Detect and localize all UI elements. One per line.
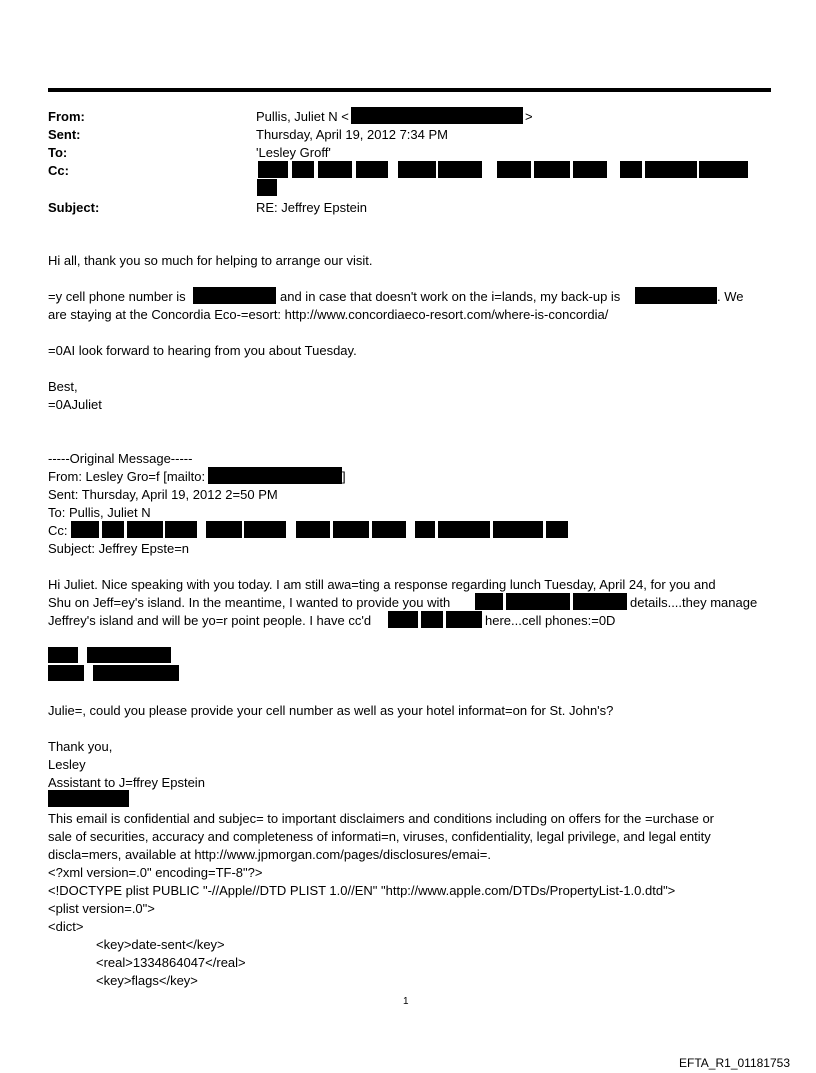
page-number: 1 [403, 996, 409, 1007]
signature-name: Lesley [48, 757, 86, 772]
redaction [475, 593, 503, 610]
original-sent: Sent: Thursday, April 19, 2012 2=50 PM [48, 487, 278, 502]
body-line: Hi Juliet. Nice speaking with you today. I am still awa=ting a response regarding lunch Tuesday, April 24, for you and [48, 577, 716, 592]
xml-line: <?xml version=.0" encoding=TF-8"?> [48, 865, 263, 880]
redaction [506, 593, 570, 610]
redaction [127, 521, 163, 538]
redaction [193, 287, 276, 304]
body-line: Julie=, could you please provide your cell number as well as your hotel informat=on for St. John's? [48, 703, 614, 718]
redaction [102, 521, 124, 538]
original-subject: Subject: Jeffrey Epste=n [48, 541, 190, 556]
body-line: Hi all, thank you so much for helping to arrange our visit. [48, 253, 373, 268]
redaction [48, 665, 84, 681]
body-line: . We [717, 289, 744, 304]
body-line: and in case that doesn't work on the i=lands, my back-up is [280, 289, 621, 304]
sent-label: Sent: [48, 127, 81, 142]
subject-value: RE: Jeffrey Epstein [256, 200, 368, 215]
redaction [318, 161, 352, 178]
redaction [388, 611, 418, 628]
redaction [208, 467, 342, 484]
redaction [333, 521, 369, 538]
from-label: From: [48, 109, 85, 124]
from-close: > [525, 109, 533, 124]
redaction [446, 611, 482, 628]
redaction [534, 161, 570, 178]
body-line: =0AI look forward to hearing from you about Tuesday. [48, 343, 357, 358]
redaction [546, 521, 568, 538]
redaction [573, 593, 627, 610]
redaction [372, 521, 406, 538]
redaction [438, 521, 490, 538]
document-id: EFTA_R1_01181753 [679, 1056, 790, 1070]
redaction [165, 521, 197, 538]
redaction [206, 521, 242, 538]
redaction [493, 521, 543, 538]
redaction [87, 647, 171, 663]
redaction [635, 287, 717, 304]
redaction [497, 161, 531, 178]
body-line: Jeffrey's island and will be yo=r point people. I have cc'd [48, 613, 372, 628]
redaction [620, 161, 642, 178]
redaction [699, 161, 748, 178]
redaction [93, 665, 179, 681]
redaction [292, 161, 314, 178]
disclaimer-line: discla=mers, available at http://www.jpmorgan.com/pages/disclosures/emai=. [48, 847, 491, 862]
xml-line: <key>flags</key> [96, 973, 198, 988]
body-line: =0AJuliet [48, 397, 102, 412]
redaction [258, 161, 288, 178]
redaction [48, 647, 78, 663]
redaction [356, 161, 388, 178]
signature-role: Assistant to J=ffrey Epstein [48, 775, 205, 790]
xml-line: <dict> [48, 919, 84, 934]
redaction [296, 521, 330, 538]
original-cc: Cc: [48, 523, 68, 538]
header-rule [48, 88, 771, 92]
to-label: To: [48, 145, 68, 160]
body-line: here...cell phones:=0D [485, 613, 616, 628]
xml-line: <!DOCTYPE plist PUBLIC "-//Apple//DTD PLIST 1.0//EN" "http://www.apple.com/DTDs/PropertyList-1.0.dtd"> [48, 883, 676, 898]
cc-label: Cc: [48, 163, 69, 178]
redaction [398, 161, 436, 178]
redaction [48, 790, 129, 807]
redaction [438, 161, 482, 178]
original-from-close: ] [342, 469, 346, 484]
redaction [71, 521, 99, 538]
body-line: are staying at the Concordia Eco-=esort: http://www.concordiaeco-resort.com/where-is-concordia/ [48, 307, 609, 322]
original-to: To: Pullis, Juliet N [48, 505, 151, 520]
body-line: Shu on Jeff=ey's island. In the meantime, I wanted to provide you with [48, 595, 451, 610]
xml-line: <key>date-sent</key> [96, 937, 225, 952]
subject-label: Subject: [48, 200, 100, 215]
redaction [421, 611, 443, 628]
disclaimer-line: This email is confidential and subjec= to important disclaimers and conditions including on offers for the =urchase or [48, 811, 715, 826]
xml-line: <real>1334864047</real> [96, 955, 246, 970]
xml-line: <plist version=.0"> [48, 901, 155, 916]
redaction [415, 521, 435, 538]
original-from: From: Lesley Gro=f [mailto: [48, 469, 206, 484]
body-line: details....they manage [630, 595, 758, 610]
to-value: 'Lesley Groff' [256, 145, 331, 160]
original-separator: -----Original Message----- [48, 451, 193, 466]
sent-value: Thursday, April 19, 2012 7:34 PM [256, 127, 448, 142]
redaction [573, 161, 607, 178]
body-line: Thank you, [48, 739, 113, 754]
redaction [244, 521, 286, 538]
redaction [645, 161, 697, 178]
redaction [351, 107, 523, 124]
body-line: Best, [48, 379, 78, 394]
body-line: =y cell phone number is [48, 289, 186, 304]
disclaimer-line: sale of securities, accuracy and completeness of informati=n, viruses, confidentiality, legal privilege, and legal entity [48, 829, 711, 844]
redaction [257, 179, 277, 196]
from-value: Pullis, Juliet N < [256, 109, 349, 124]
